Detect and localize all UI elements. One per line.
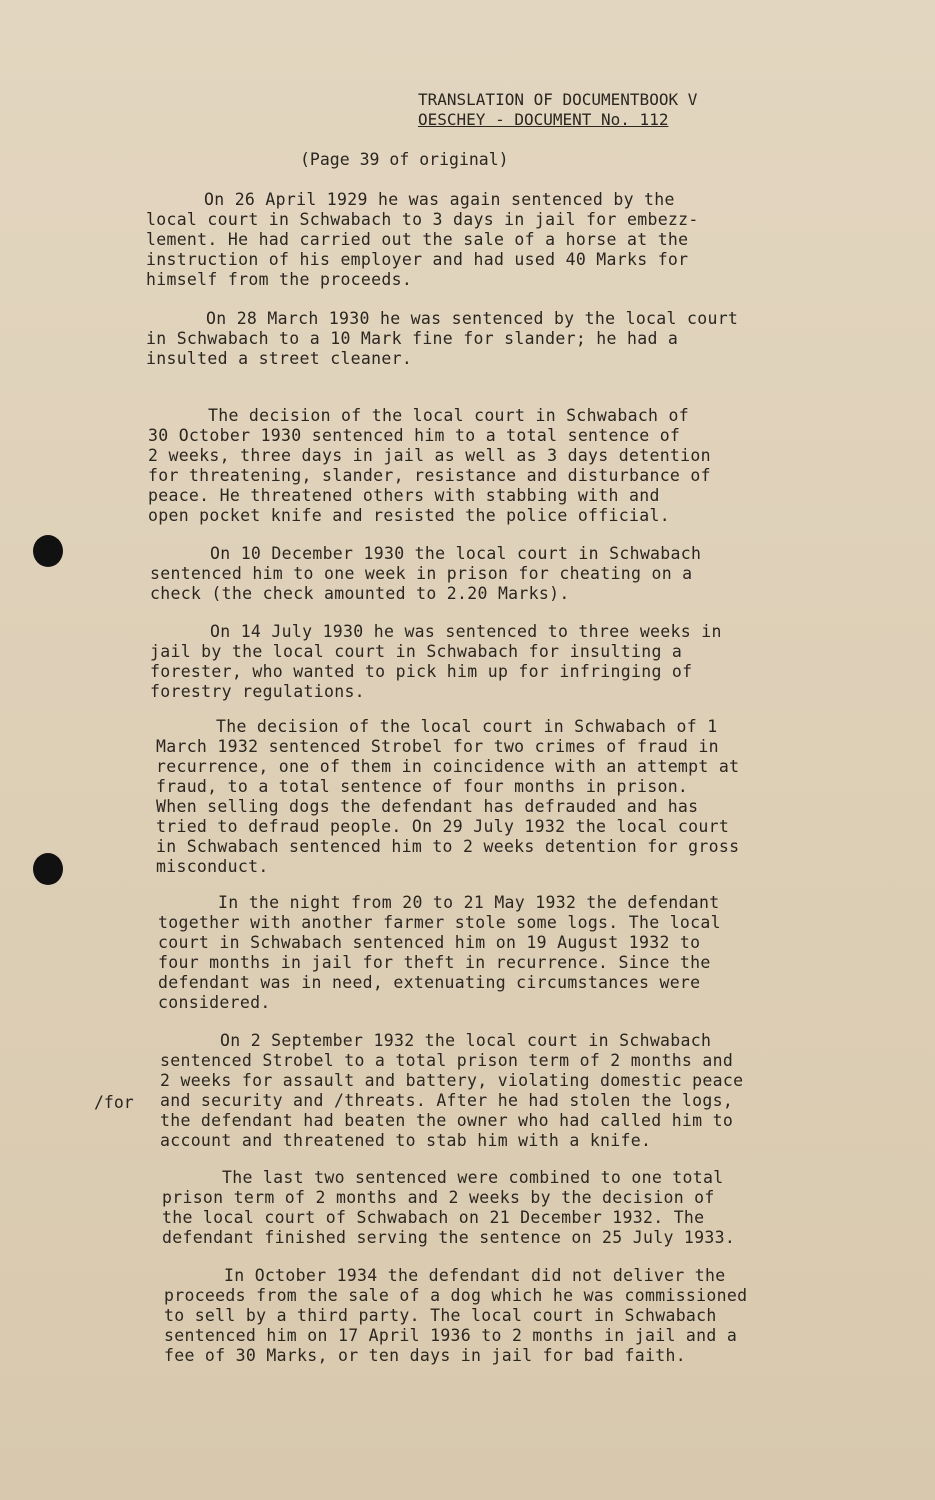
header-document-number: OESCHEY - DOCUMENT No. 112 [418, 110, 669, 129]
paragraph-1: On 26 April 1929 he was again sentenced by the local court in Schwabach to 3 days in jail for embezz- lement. He had carried out the sale of a horse at the instruction of his employer and had used 40 Marks for himself from the proceeds. [146, 190, 699, 289]
paragraph-10: In October 1934 the defendant did not deliver the proceeds from the sale of a dog which he was commissioned to sell by a third party. The local court in Schwabach sentenced him on 17 April 1936 to 2 months in jail and a fee of 30 Marks, or ten days in jail for bad faith. [164, 1266, 748, 1365]
document-header [418, 90, 697, 130]
paragraph-2: On 28 March 1930 he was sentenced by the local court in Schwabach to a 10 Mark fine for slander; he had a insulted a street cleaner. [146, 309, 739, 368]
punch-hole-top [33, 535, 63, 567]
paragraph-3: The decision of the local court in Schwabach of 30 October 1930 sentenced him to a total sentence of 2 weeks, three days in jail as well as 3 days detention for threatening, slander, resistance and disturbance of peace. He threatened others with stabbing with and open pocket knife and resisted the police official. [148, 406, 711, 525]
paragraph-5: On 14 July 1930 he was sentenced to three weeks in jail by the local court in Schwabach for insulting a forester, who wanted to pick him up for infringing of forestry regulations. [150, 622, 722, 701]
paragraph-6: The decision of the local court in Schwabach of 1 March 1932 sentenced Strobel for two crimes of fraud in recurrence, one of them in coincidence with an attempt at fraud, to a total sentence of four months in prison. When selling dogs the defendant has defrauded and has tried to defraud people. On 29 July 1932 the local court in Schwabach sentenced him to 2 weeks detention for gross misconduct. [156, 717, 740, 876]
page-reference: (Page 39 of original) [300, 150, 509, 169]
margin-note: /for [94, 1093, 134, 1112]
paragraph-8: On 2 September 1932 the local court in Schwabach sentenced Strobel to a total prison term of 2 months and 2 weeks for assault and battery, violating domestic peace and security and /threats. After he had stolen the logs, the defendant had beaten the owner who had called him to account and threatened to stab him with a knife. [160, 1031, 744, 1150]
header-title: TRANSLATION OF DOCUMENTBOOK V [418, 90, 698, 109]
paragraph-4: On 10 December 1930 the local court in Schwabach sentenced him to one week in prison for cheating on a check (the check amounted to 2.20 Marks). [150, 544, 702, 603]
punch-hole-bottom [33, 853, 63, 885]
paragraph-9: The last two sentenced were combined to one total prison term of 2 months and 2 weeks by the decision of the local court of Schwabach on 21 December 1932. The defendant finished serving the sentence on 25 July 1933. [162, 1168, 736, 1247]
paragraph-7: In the night from 20 to 21 May 1932 the defendant together with another farmer stole some logs. The local court in Schwabach sentenced him on 19 August 1932 to four months in jail for theft in recurrence. Since the defendant was in need, extenuating circumstances were considered. [158, 893, 721, 1012]
